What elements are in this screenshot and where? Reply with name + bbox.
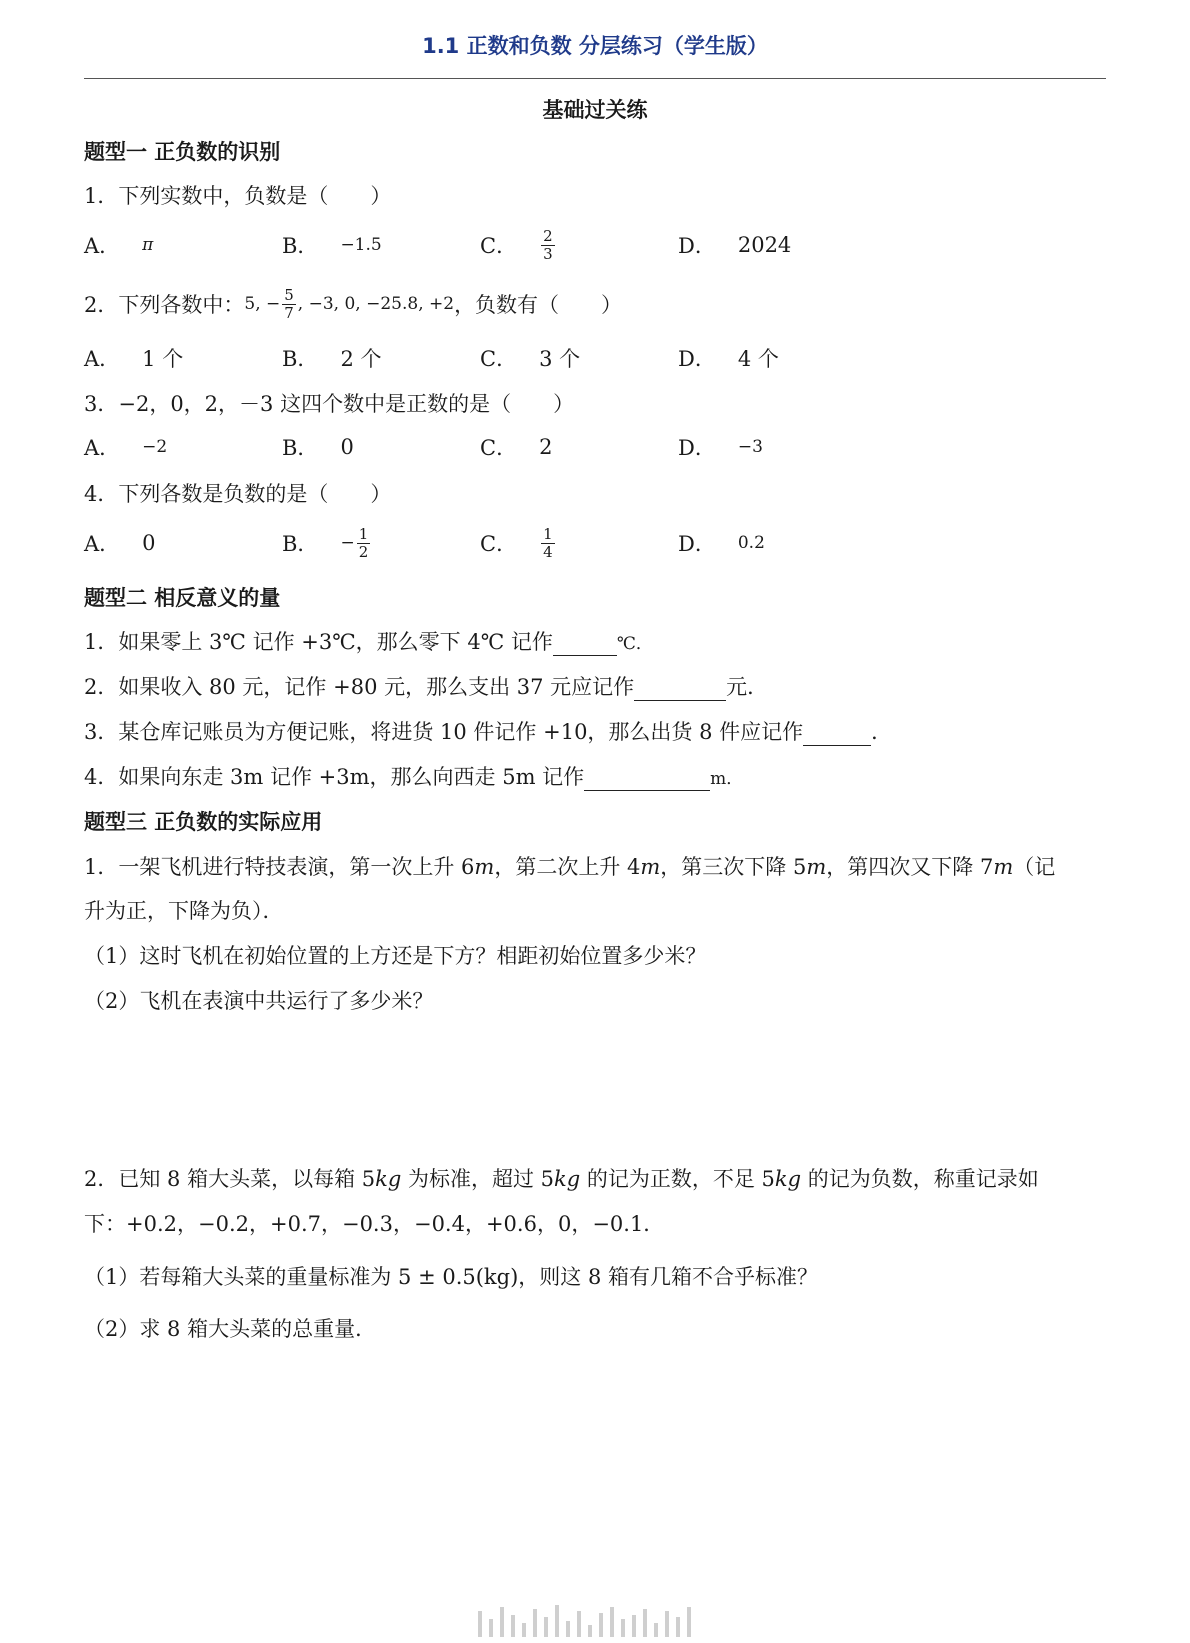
fraction: $\frac{5}{7}$ bbox=[284, 285, 294, 322]
answer-blank[interactable] bbox=[634, 678, 726, 701]
option-c: C． $\frac{1}{4}$ bbox=[480, 524, 553, 561]
option-b: B． −1.5 bbox=[282, 234, 382, 258]
fraction: $\frac{1}{4}$ bbox=[543, 524, 553, 561]
option-a: A． 1 个 bbox=[84, 347, 184, 371]
question-2-1: 1．如果零上 3℃ 记作 +3℃，那么零下 4℃ 记作 ℃． bbox=[84, 630, 653, 654]
question-3-1-part-2: （2）飞机在表演中共运行了多少米？ bbox=[84, 989, 434, 1013]
page-title: 1.1 正数和负数 分层练习（学生版） bbox=[422, 34, 768, 58]
option-a: A． π bbox=[84, 234, 154, 258]
question-3-2-part-2: （2）求 8 箱大头菜的总重量． bbox=[84, 1317, 377, 1341]
question-2-4: 4．如果向东走 3m 记作 +3m，那么向西走 5m 记作 m． bbox=[84, 765, 744, 789]
option-d: D． 4 个 bbox=[678, 347, 779, 371]
watermark-bars bbox=[478, 1605, 691, 1637]
option-d: D． 0.2 bbox=[678, 532, 765, 556]
option-c: C． 3 个 bbox=[480, 347, 581, 371]
option-b: B． 2 个 bbox=[282, 347, 382, 371]
question-1-3-options bbox=[84, 425, 1084, 469]
question-3-2-line-2: 下：+0.2，−0.2，+0.7，−0.3，−0.4，+0.6，0，−0.1． bbox=[84, 1212, 665, 1236]
fraction: $\frac{1}{2}$ bbox=[358, 524, 369, 561]
option-d: D． 2024 bbox=[678, 233, 792, 258]
question-1-2-options bbox=[84, 336, 1084, 380]
option-d: D． −3 bbox=[678, 436, 763, 460]
answer-blank[interactable] bbox=[553, 633, 617, 656]
question-1-1-options bbox=[84, 223, 1084, 267]
question-3-2-line-1: 2．已知 8 箱大头菜，以每箱 5kg 为标准，超过 5kg 的记为正数，不足 5kg 的记为负数，称重记录如 bbox=[84, 1167, 1039, 1191]
fraction: $\frac{2}{3}$ bbox=[543, 226, 553, 263]
option-c: C． 2 bbox=[480, 435, 553, 460]
question-3-1-line-1: 1．一架飞机进行特技表演，第一次上升 6m，第二次上升 4m，第三次下降 5m，第四次又下降 7m（记 bbox=[84, 855, 1056, 879]
answer-blank[interactable] bbox=[584, 768, 710, 791]
section-heading-1: 题型一 正负数的识别 bbox=[84, 140, 281, 164]
section-heading-2: 题型二 相反意义的量 bbox=[84, 586, 281, 610]
option-a: A． 0 bbox=[84, 531, 156, 556]
answer-blank[interactable] bbox=[803, 723, 871, 746]
option-c: C． $\frac{2}{3}$ bbox=[480, 226, 553, 263]
option-a: A． −2 bbox=[84, 436, 168, 460]
question-2-3: 3．某仓库记账员为方便记账，将进货 10 件记作 +10，那么出货 8 件应记作 ． bbox=[84, 720, 893, 744]
section-group-title: 基础过关练 bbox=[542, 98, 648, 122]
question-1-4-options bbox=[84, 521, 1084, 565]
question-1-2-text: 2．下列各数中： 5, − $\frac{5}{7}$ , −3, 0, −25.8, +2 ，负数有（ ） bbox=[84, 285, 623, 322]
question-1-3-text: 3．−2，0，2，－3 这四个数中是正数的是（ ） bbox=[84, 392, 575, 416]
question-3-2-part-1: （1）若每箱大头菜的重量标准为 5 ± 0.5(kg)，则这 8 箱有几箱不合乎标准？ bbox=[84, 1265, 819, 1289]
question-3-1-line-2: 升为正，下降为负）． bbox=[84, 899, 284, 923]
question-1-1-text: 1．下列实数中，负数是（ ） bbox=[84, 184, 392, 208]
header-divider bbox=[84, 78, 1106, 79]
option-b: B． 0 bbox=[282, 435, 354, 460]
question-1-4-text: 4．下列各数是负数的是（ ） bbox=[84, 482, 392, 506]
question-3-1-part-1: （1）这时飞机在初始位置的上方还是下方？相距初始位置多少米？ bbox=[84, 944, 707, 968]
question-2-2: 2．如果收入 80 元，记作 +80 元，那么支出 37 元应记作 元． bbox=[84, 675, 769, 699]
option-b: B． − $\frac{1}{2}$ bbox=[282, 524, 369, 561]
section-heading-3: 题型三 正负数的实际应用 bbox=[84, 810, 323, 834]
